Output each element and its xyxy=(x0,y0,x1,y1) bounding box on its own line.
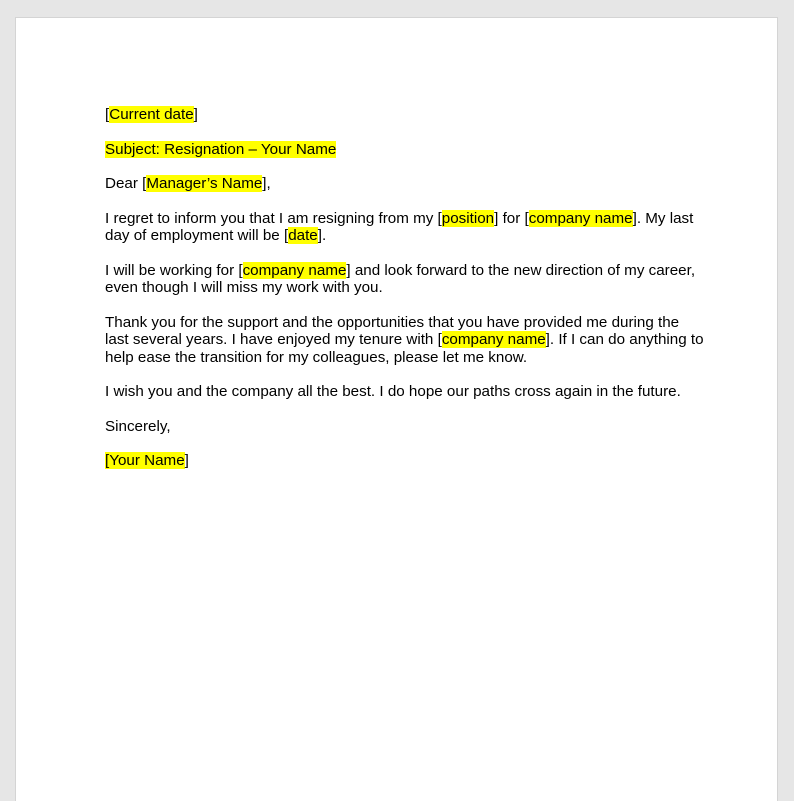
signature-line xyxy=(105,452,705,470)
greeting-prefix: Dear [ xyxy=(105,175,147,192)
company-name-placeholder: company name xyxy=(528,209,633,227)
subject-text: Subject: Resignation – Your Name xyxy=(105,140,337,158)
paragraph-thanks xyxy=(105,314,705,367)
p1-text-d: ]. xyxy=(317,227,327,244)
letter-body xyxy=(105,106,705,487)
p1-text-b: ] for [ xyxy=(494,209,529,227)
date-line xyxy=(105,106,705,124)
signature-close-bracket: ] xyxy=(184,452,189,469)
p2-text-a: I will be working for [ xyxy=(105,261,243,279)
last-date-placeholder: date xyxy=(288,227,318,244)
current-date-placeholder: Current date xyxy=(109,106,194,123)
paragraph-working xyxy=(105,262,705,297)
paragraph-wishes xyxy=(105,383,705,401)
p1-text-c: ]. My last day of employment will be [ xyxy=(105,209,694,244)
p3-text-b: ]. If I can do anything to help ease the transition for my colleagues, please let me know. xyxy=(105,331,704,366)
manager-name-placeholder: Manager’s Name xyxy=(146,175,263,192)
company-name-placeholder: company name xyxy=(242,261,347,279)
signature-placeholder: [Your Name xyxy=(105,452,185,469)
p4-text: I wish you and the company all the best. I do hope our paths cross again in the future. xyxy=(105,383,681,400)
company-name-placeholder: company name xyxy=(441,331,546,348)
document-page xyxy=(15,17,778,801)
greeting-suffix: ], xyxy=(262,175,271,192)
date-close-bracket: ] xyxy=(193,106,198,123)
p1-text-a: I regret to inform you that I am resigning from my [ xyxy=(105,209,442,227)
greeting-line xyxy=(105,175,705,193)
paragraph-resignation xyxy=(105,210,705,245)
closing-text: Sincerely, xyxy=(105,417,171,435)
date-open-bracket: [ xyxy=(105,106,110,123)
subject-line xyxy=(105,141,705,159)
position-placeholder: position xyxy=(441,209,495,227)
closing-line xyxy=(105,418,705,436)
p3-text-a: Thank you for the support and the opportunities that you have provided me during the last several years. I have enjoyed my tenure with [ xyxy=(105,313,680,348)
p2-text-b: ] and look forward to the new direction of my career, even though I will miss my work with you. xyxy=(105,261,696,296)
